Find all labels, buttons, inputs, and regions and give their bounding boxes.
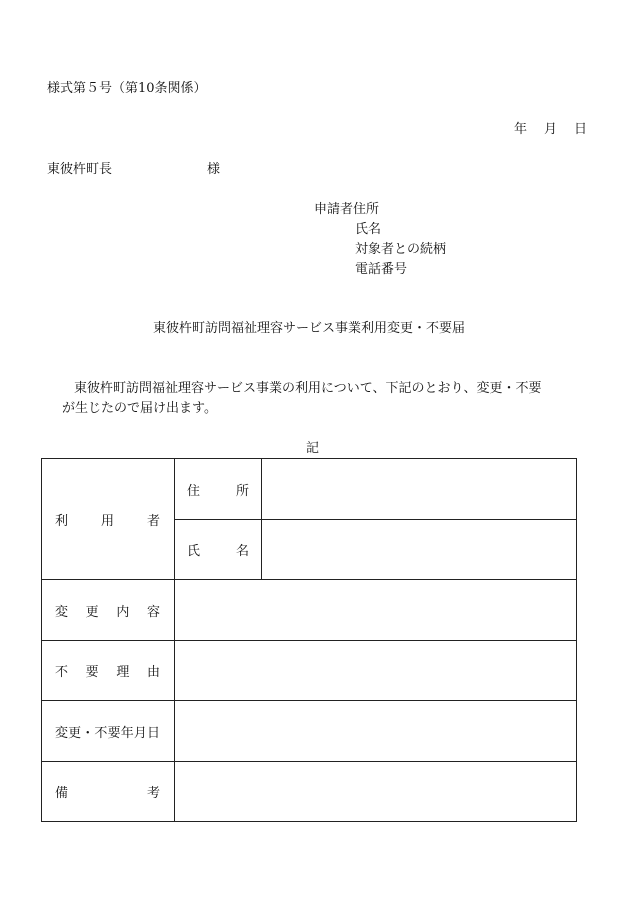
user-name-field[interactable] bbox=[262, 520, 577, 580]
document-title: 東彼杵町訪問福祉理容サービス事業利用変更・不要届 bbox=[153, 321, 466, 336]
remarks-field[interactable] bbox=[175, 762, 577, 822]
remarks-label: 備 考 bbox=[55, 786, 160, 801]
change-content-label: 変 更 内 容 bbox=[55, 604, 160, 620]
applicant-relation-label: 対象者との続柄 bbox=[355, 242, 447, 257]
user-address-field[interactable] bbox=[262, 459, 577, 520]
user-label-cell bbox=[42, 459, 175, 580]
user-label: 利 用 者 bbox=[55, 513, 160, 529]
date-label: 変更・不要年月日 bbox=[55, 725, 160, 741]
ki-label: 記 bbox=[306, 441, 320, 456]
body-line-1: 東彼杵町訪問福祉理容サービス事業の利用について、下記のとおり、変更・不要 bbox=[74, 381, 542, 396]
date-field[interactable] bbox=[175, 701, 577, 762]
form-number: 様式第５号（第10条関係） bbox=[47, 81, 207, 96]
applicant-phone-label: 電話番号 bbox=[355, 262, 408, 277]
date-label-cell bbox=[42, 701, 175, 762]
applicant-name-label: 氏名 bbox=[355, 222, 382, 237]
reason-label: 不 要 理 由 bbox=[55, 665, 160, 680]
change-content-label-cell bbox=[42, 580, 175, 641]
addressee: 東彼杵町長 bbox=[47, 162, 113, 177]
applicant-address-label: 申請者住所 bbox=[314, 202, 380, 217]
user-address-label: 住 所 bbox=[187, 483, 249, 499]
user-name-label-cell bbox=[175, 520, 262, 580]
reason-label-cell bbox=[42, 641, 175, 701]
honorific: 様 bbox=[207, 162, 221, 177]
user-name-label: 氏 名 bbox=[187, 544, 249, 559]
user-address-label-cell bbox=[175, 459, 262, 520]
form-table bbox=[41, 458, 577, 822]
remarks-label-cell bbox=[42, 762, 175, 822]
reason-field[interactable] bbox=[175, 641, 577, 701]
date-line: 年 月 日 bbox=[514, 122, 590, 137]
change-content-field[interactable] bbox=[175, 580, 577, 641]
body-line-2: が生じたので届け出ます。 bbox=[62, 401, 217, 416]
